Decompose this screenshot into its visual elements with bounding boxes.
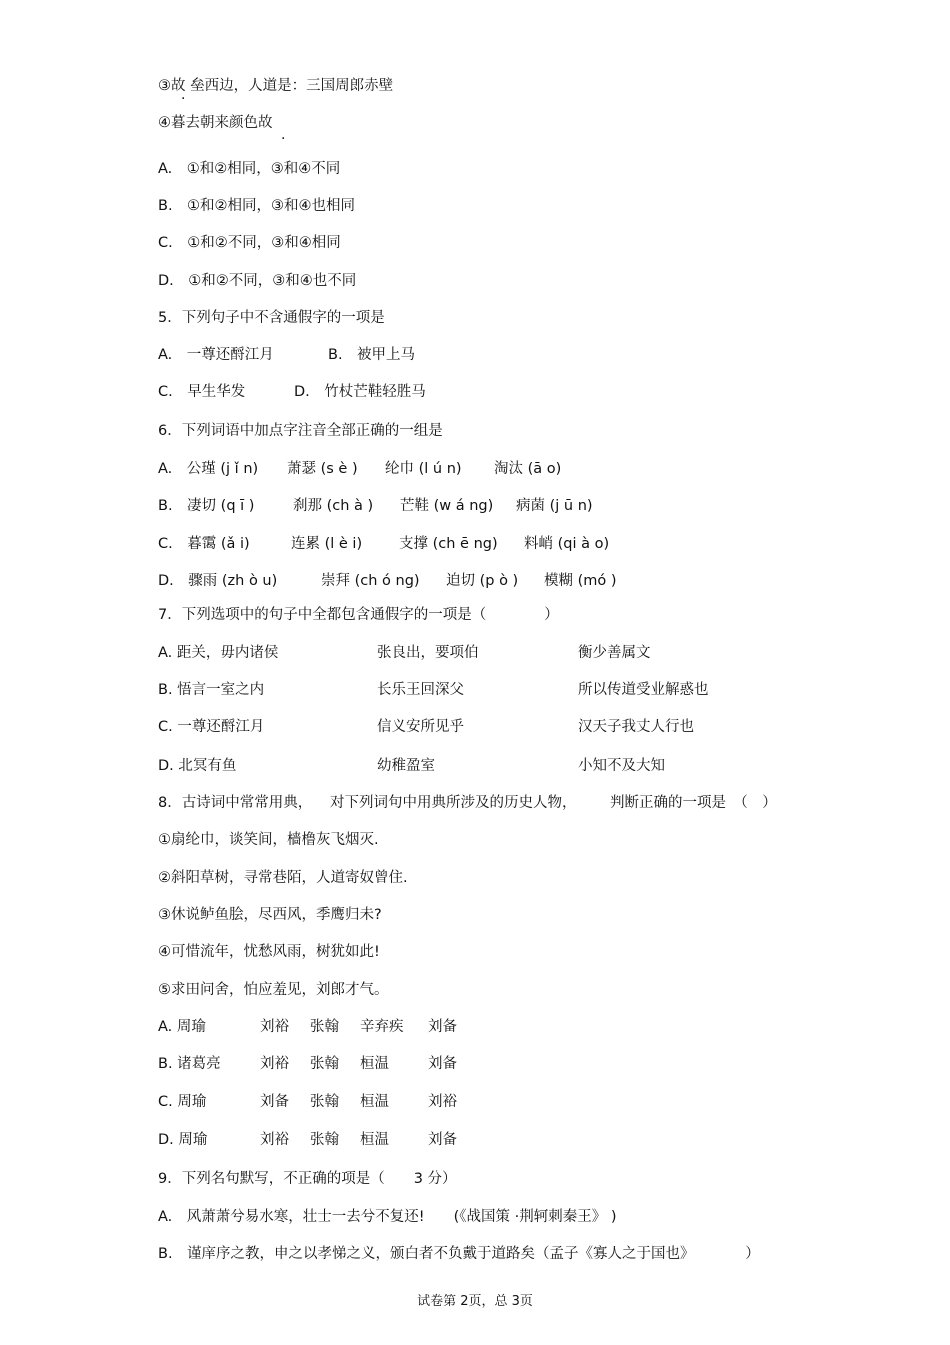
q4-option-b: B. ①和②相同，③和④也相同 [158, 198, 356, 214]
q6-c-3: 支撑 (ch ē ng) [399, 536, 498, 552]
q6-c-4: 料峭 (qi à o) [524, 536, 610, 552]
q7-d-3: 小知不及大知 [578, 758, 665, 774]
page-footer: 试卷第 2页，总 3页 [417, 1294, 533, 1309]
q4-option-c: C. ①和②不同，③和④相同 [158, 235, 341, 251]
q8-c-2: 刘备 [260, 1094, 289, 1110]
q8-d-3: 张翰 [310, 1132, 339, 1148]
q6-c-1: C. 暮霭 (ǎ i) [158, 536, 250, 552]
q7-b-2: 长乐王回深父 [377, 682, 464, 698]
q8-a-4: 辛弃疾 [360, 1019, 404, 1035]
q8-b-3: 张翰 [310, 1056, 339, 1072]
q4-option-a: A. ①和②相同，③和④不同 [158, 161, 341, 177]
q9-option-b: B. 谨庠序之教，申之以孝悌之义，颁白者不负戴于道路矣（孟子《寡人之于国也》 ） [158, 1246, 760, 1262]
q8-stem-part-3: 判断正确的一项是 （ ） [610, 795, 777, 811]
q8-b-2: 刘裕 [260, 1056, 289, 1072]
q8-c-1: C. 周瑜 [158, 1094, 207, 1110]
q8-stem-part-1: 8．古诗词中常常用典， [158, 795, 313, 811]
q6-b-2: 刹那 (ch à ) [293, 498, 374, 514]
q6-d-4: 模糊 (mó ) [544, 573, 617, 589]
q6-d-1: D. 骤雨 (zh ò u) [158, 573, 278, 589]
q6-d-3: 迫切 (p ò ) [446, 573, 519, 589]
emphasis-dot: · [181, 91, 186, 107]
q7-a-3: 衡少善属文 [578, 645, 651, 661]
q5-option-c: C. 早生华发 [158, 384, 246, 400]
emphasis-dot: . [281, 127, 286, 143]
q8-line-3: ③休说鲈鱼脍，尽西风，季鹰归未? [158, 907, 382, 923]
q8-d-2: 刘裕 [260, 1132, 289, 1148]
q8-a-1: A. 周瑜 [158, 1019, 206, 1035]
q8-b-5: 刘备 [428, 1056, 457, 1072]
q6-a-3: 纶巾 (l ú n) [385, 461, 462, 477]
q8-a-5: 刘备 [428, 1019, 457, 1035]
q5-option-a: A. 一尊还酹江月 [158, 347, 274, 363]
q8-line-2: ②斜阳草树，寻常巷陌，人道寄奴曾住. [158, 870, 408, 886]
q5-stem: 5．下列句子中不含通假字的一项是 [158, 310, 385, 326]
q7-a-1: A. 距关，毋内诸侯 [158, 645, 279, 661]
q7-b-1: B. 悟言一室之内 [158, 682, 265, 698]
q8-d-4: 桓温 [360, 1132, 389, 1148]
q7-c-3: 汉天子我丈人行也 [578, 719, 694, 735]
q7-c-2: 信义安所见乎 [377, 719, 464, 735]
q8-c-4: 桓温 [360, 1094, 389, 1110]
q4-line-3: ③故 垒西边，人道是：三国周郎赤壁 [158, 78, 394, 94]
q5-option-b: B. 被甲上马 [328, 347, 416, 363]
q8-stem-part-2: 对下列词句中用典所涉及的历史人物， [330, 795, 577, 811]
q6-c-2: 连累 (l è i) [291, 536, 363, 552]
q8-b-1: B. 诸葛亮 [158, 1056, 221, 1072]
q6-b-4: 病菌 (j ū n) [516, 498, 593, 514]
q6-a-1: A. 公瑾 (j ǐ n) [158, 461, 259, 477]
q7-d-1: D. 北冥有鱼 [158, 758, 237, 774]
q8-d-5: 刘备 [428, 1132, 457, 1148]
q7-c-1: C. 一尊还酹江月 [158, 719, 265, 735]
q7-a-2: 张良出，要项伯 [377, 645, 479, 661]
q8-a-2: 刘裕 [260, 1019, 289, 1035]
q8-line-5: ⑤求田问舍，怕应羞见，刘郎才气。 [158, 982, 389, 998]
q9-stem: 9．下列名句默写，不正确的项是（ 3 分） [158, 1171, 457, 1187]
q8-line-1: ①扇纶巾，谈笑间，樯橹灰飞烟灭. [158, 832, 379, 848]
q6-a-4: 淘汰 (ā o) [494, 461, 562, 477]
q6-d-2: 崇拜 (ch ó ng) [321, 573, 420, 589]
q5-option-d: D. 竹杖芒鞋轻胜马 [294, 384, 426, 400]
q7-b-3: 所以传道受业解惑也 [578, 682, 709, 698]
q7-stem: 7．下列选项中的句子中全都包含通假字的一项是（ ） [158, 607, 559, 623]
q8-b-4: 桓温 [360, 1056, 389, 1072]
q8-c-5: 刘裕 [428, 1094, 457, 1110]
q4-option-d: D. ①和②不同，③和④也不同 [158, 273, 357, 289]
q6-b-3: 芒鞋 (w á ng) [400, 498, 494, 514]
q8-a-3: 张翰 [310, 1019, 339, 1035]
q7-d-2: 幼稚盈室 [377, 758, 435, 774]
q8-d-1: D. 周瑜 [158, 1132, 208, 1148]
q4-line-4: ④暮去朝来颜色故 [158, 115, 273, 131]
q6-a-2: 萧瑟 (s è ) [287, 461, 358, 477]
q9-option-a: A. 风萧萧兮易水寒，壮士一去兮不复还! (《战国策 ·荆轲刺秦王》 ) [158, 1209, 617, 1225]
q6-stem: 6．下列词语中加点字注音全部正确的一组是 [158, 423, 443, 439]
q8-line-4: ④可惜流年，忧愁风雨，树犹如此! [158, 944, 380, 960]
q8-c-3: 张翰 [310, 1094, 339, 1110]
q6-b-1: B. 凄切 (q ī ) [158, 498, 255, 514]
